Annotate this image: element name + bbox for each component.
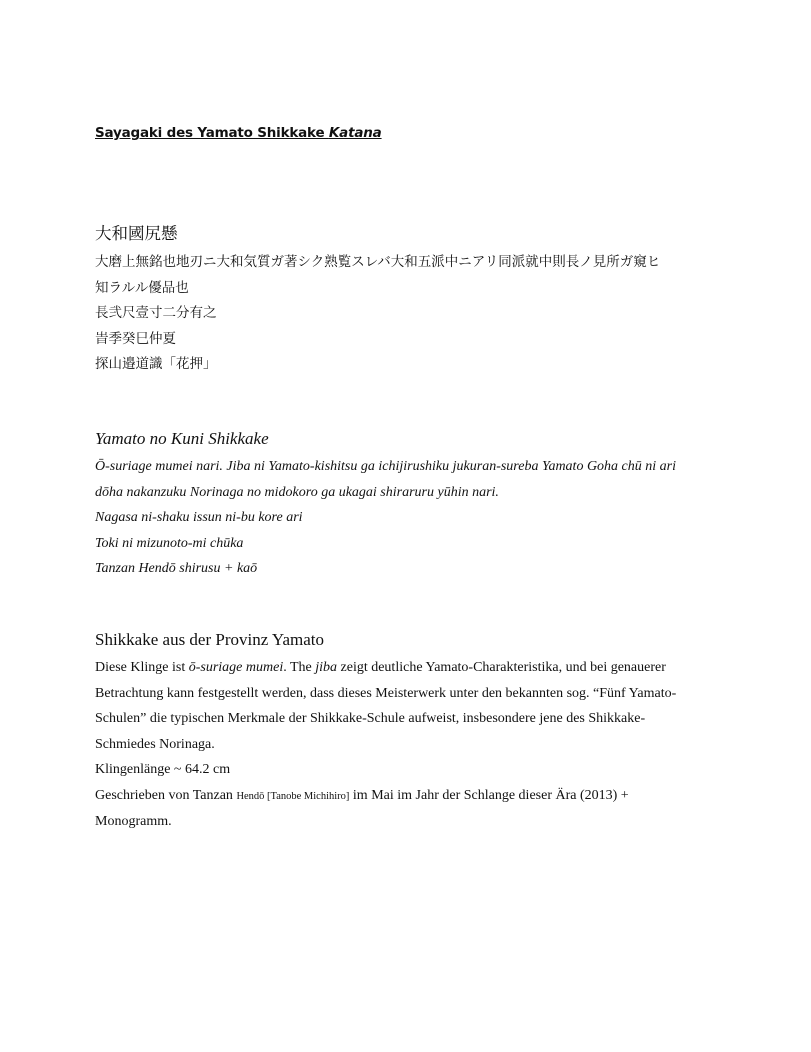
german-section	[95, 629, 775, 835]
japanese-heading: 大和國尻懸	[95, 224, 178, 243]
title-text: Sayagaki des Yamato Shikkake	[95, 125, 329, 141]
japanese-line: 探山邉道識「花押」	[95, 356, 217, 372]
japanese-line: 長弐尺壹寸二分有之	[95, 305, 217, 321]
document-title	[95, 125, 382, 141]
written-by-line	[95, 783, 775, 810]
romanized-line: dōha nakanzuku Norinaga no midokoro ga ukagai shiraruru yūhin nari.	[95, 484, 499, 500]
japanese-line: 旹季癸巳仲夏	[95, 330, 176, 347]
romanized-line: Nagasa ni-shaku issun ni-bu kore ari	[95, 510, 303, 525]
title-emphasis: Katana	[328, 125, 382, 141]
romanized-heading: Yamato no Kuni Shikkake	[95, 429, 269, 448]
japanese-line: 知ラルル優品也	[95, 279, 189, 296]
german-line-4: Schmiedes Norinaga.	[95, 736, 215, 752]
japanese-section	[95, 223, 775, 378]
german-text: . The	[283, 660, 316, 675]
romanized-line: Toki ni mizunoto-mi chūka	[95, 535, 244, 551]
german-line-3: Schulen” die typischen Merkmale der Shikkake-Schule aufweist, insbesondere jene des Shikkake-	[95, 711, 646, 726]
written-text: Geschrieben von Tanzan	[95, 787, 237, 803]
japanese-line: 大磨上無銘也地刃ニ大和気質ガ著シク熟覧スレバ大和五派中ニアリ同派就中則長ノ見所ガ窺ヒ	[95, 254, 661, 270]
written-text: im Mai im Jahr der Schlange dieser Ära (2013) +	[349, 787, 629, 803]
german-line-1	[95, 655, 775, 681]
romanized-section	[95, 428, 775, 582]
monogram-line: Monogramm.	[95, 814, 172, 829]
blade-length: Klingenlänge ~ 64.2 cm	[95, 762, 231, 777]
german-line-2: Betrachtung kann festgestellt werden, dass dieses Meisterwerk unter den bekannten sog. “Fünf Yamato-	[95, 685, 677, 701]
german-heading: Shikkake aus der Provinz Yamato	[95, 630, 325, 649]
german-term: ō-suriage mumei	[188, 660, 284, 675]
german-text: Diese Klinge ist	[95, 660, 189, 675]
german-term: jiba	[315, 660, 338, 675]
german-text: zeigt deutliche Yamato-Charakteristika, und bei genauerer	[337, 660, 666, 675]
author-name-small: Hendō [Tanobe Michihiro]	[236, 790, 350, 802]
romanized-line: Ō-suriage mumei nari. Jiba ni Yamato-kishitsu ga ichijirushiku jukuran-sureba Yamato Goha chū ni ari	[95, 459, 676, 474]
romanized-line: Tanzan Hendō shirusu + kaō	[95, 561, 258, 576]
